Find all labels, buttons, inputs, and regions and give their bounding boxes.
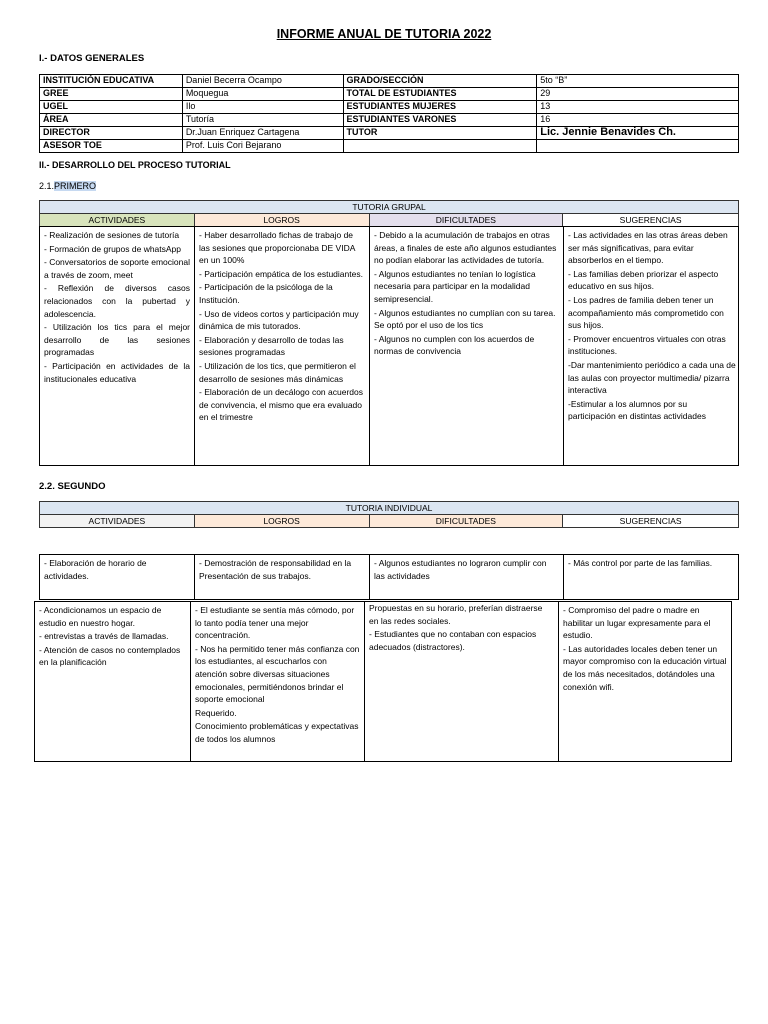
datos-label: ESTUDIANTES MUJERES — [343, 101, 537, 114]
tutoria-grupal-header — [39, 200, 739, 227]
list-item: - Estudiantes que no contaban con espacios adecuados (distractores). — [369, 629, 537, 652]
individual-header-dificultades: DIFICULTADES — [369, 515, 563, 528]
datos-value — [537, 140, 739, 153]
datos-label: TUTOR — [343, 127, 537, 140]
datos-value: 29 — [537, 88, 739, 101]
grupal-sugerencias-cell — [564, 227, 740, 465]
report-title-text: INFORME ANUAL DE TUTORIA 2022 — [276, 27, 492, 41]
individual-header-logros: LOGROS — [194, 515, 369, 528]
list-item: - Debido a la acumulación de trabajos en otras áreas, a finales de este año algunos estudiantes no podían elaborar las actividades de tutoría. — [374, 230, 557, 266]
subsection-primero-number: 2.1. — [39, 181, 55, 191]
list-item: - Participación de la psicóloga de la Institución. — [199, 282, 333, 305]
grupal-actividades-cell — [40, 227, 195, 465]
list-item: - Algunos estudiantes no tenían lo logística necesaria para participar en la modalidad semipresencial. — [374, 268, 536, 304]
individual-row1-dificultades — [370, 555, 564, 599]
tutoria-grupal-band: TUTORIA GRUPAL — [40, 201, 739, 214]
grupal-dificultades-cell — [370, 227, 564, 465]
list-item: - Las actividades en las otras áreas deben ser más significativas, para evitar absorberlos en el tiempo. — [568, 230, 728, 266]
list-item: -Dar mantenimiento periódico a cada una de las aulas con proyector multimedia/ pizarra interactiva — [568, 359, 736, 396]
list-item: - Conversatorios de soporte emocional a través de zoom, meet — [44, 257, 190, 280]
datos-value: Prof. Luis Cori Bejarano — [182, 140, 343, 153]
list-item: - Nos ha permitido tener más confianza con los estudiantes, al escucharlos con atención sobre diversas situaciones emocionales, permitiéndonos brindar el soporte emocional — [195, 643, 360, 705]
list-item: - Haber desarrollado fichas de trabajo de las sesiones que proporcionaba DE VIDA en un 100% — [199, 230, 355, 266]
list-item: - Elaboración y desarrollo de todas las sesiones programadas — [199, 334, 344, 358]
report-title — [0, 27, 768, 41]
datos-label: ASESOR TOE — [40, 140, 183, 153]
datos-label: DIRECTOR — [40, 127, 183, 140]
list-item: - Las autoridades locales deben tener un mayor compromiso con la educación virtual de los más necesitados, dotándoles una conexión wifi. — [563, 643, 727, 692]
list-item: Requerido. — [195, 707, 237, 718]
datos-label: ÁREA — [40, 114, 183, 127]
list-item: - Algunos estudiantes no cumplían con su tarea. Se optó por el uso de los tics — [374, 307, 556, 331]
subsection-primero-label: PRIMERO — [54, 181, 97, 191]
section-desarrollo: II.- DESARROLLO DEL PROCESO TUTORIAL — [39, 160, 231, 170]
list-item: Propuestas en su horario, preferían distraerse en las redes sociales. — [369, 603, 543, 626]
individual-row1-logros-text: - Demostración de responsabilidad en la Presentación de sus trabajos. — [199, 558, 352, 581]
individual-header-actividades: ACTIVIDADES — [40, 515, 195, 528]
list-item: - Compromiso del padre o madre en habilitar un lugar expresamente para el estudio. — [563, 605, 711, 641]
datos-generales-table — [39, 74, 739, 153]
datos-value: Moquegua — [182, 88, 343, 101]
datos-value: 13 — [537, 101, 739, 114]
datos-label: TOTAL DE ESTUDIANTES — [343, 88, 537, 101]
tutoria-individual-band: TUTORIA INDIVIDUAL — [40, 502, 739, 515]
datos-row — [40, 101, 739, 114]
datos-value: Ilo — [182, 101, 343, 114]
datos-label: UGEL — [40, 101, 183, 114]
datos-value: 5to “B” — [537, 75, 739, 88]
list-item: Conocimiento problemáticas y expectativas de todos los alumnos — [195, 721, 359, 744]
datos-label: ESTUDIANTES VARONES — [343, 114, 537, 127]
section-datos-generales: I.- DATOS GENERALES — [39, 53, 145, 64]
list-item: - Acondicionamos un espacio de estudio en nuestro hogar. — [39, 605, 162, 628]
list-item: - entrevistas a través de llamadas. — [39, 631, 169, 642]
list-item: - Atención de casos no contemplados en la planificación — [39, 644, 181, 668]
individual-row2-sugerencias — [559, 602, 733, 761]
datos-value: Dr.Juan Enriquez Cartagena — [182, 127, 343, 140]
list-item: -Estimular a los alumnos por su participación en distintas actividades — [568, 398, 706, 422]
individual-row-1 — [39, 554, 739, 600]
individual-row2-actividades — [35, 602, 191, 761]
datos-value: 16 — [537, 114, 739, 127]
datos-label: GREE — [40, 88, 183, 101]
list-item: - Promover encuentros virtuales con otras instituciones. — [568, 333, 726, 357]
grupal-header-logros: LOGROS — [194, 214, 369, 227]
datos-value: Daniel Becerra Ocampo — [182, 75, 343, 88]
list-item: - Reflexión de diversos casos relacionados con la pubertad y adolescencia. — [44, 283, 190, 319]
grupal-header-actividades: ACTIVIDADES — [40, 214, 195, 227]
individual-header-sugerencias: SUGERENCIAS — [563, 515, 739, 528]
individual-row1-actividades-text: - Elaboración de horario de actividades. — [44, 558, 147, 581]
individual-row1-dificultades-text: - Algunos estudiantes no lograron cumplir con las actividades — [374, 558, 547, 581]
datos-value: Lic. Jennie Benavides Ch. — [537, 127, 739, 140]
datos-label — [343, 140, 537, 153]
tutoria-grupal-body — [39, 226, 739, 466]
list-item: - Realización de sesiones de tutoría — [44, 230, 180, 240]
list-item: - El estudiante se sentía más cómodo, por lo tanto podía tener una mejor concentración. — [195, 605, 355, 641]
grupal-logros-cell — [195, 227, 370, 465]
list-item: - Utilización de los tics, que permitieron el desarrollo de sesiones más dinámicas — [199, 360, 356, 384]
subsection-segundo: 2.2. SEGUNDO — [39, 481, 106, 492]
individual-row1-sugerencias-text: - Más control por parte de las familias. — [568, 558, 713, 568]
datos-row — [40, 127, 739, 140]
grupal-header-dificultades: DIFICULTADES — [369, 214, 563, 227]
individual-row1-sugerencias — [564, 555, 740, 599]
list-item: - Algunos no cumplen con los acuerdos de normas de convivencia — [374, 333, 535, 357]
datos-label: GRADO/SECCIÓN — [343, 75, 537, 88]
individual-row1-logros — [195, 555, 370, 599]
datos-value: Tutoría — [182, 114, 343, 127]
datos-row — [40, 114, 739, 127]
list-item: - Uso de videos cortos y participación muy dinámica de mis tutorados. — [199, 308, 359, 332]
list-item: - Formación de grupos de whatsApp — [44, 243, 182, 254]
list-item: - Participación empática de los estudiantes. — [199, 268, 363, 279]
subsection-primero — [39, 181, 96, 191]
datos-row — [40, 140, 739, 153]
grupal-header-sugerencias: SUGERENCIAS — [563, 214, 739, 227]
individual-row2-logros — [191, 602, 365, 761]
tutoria-individual-header — [39, 501, 739, 528]
datos-row — [40, 75, 739, 88]
individual-row1-actividades — [40, 555, 195, 599]
individual-row-2 — [34, 601, 732, 762]
list-item: - Los padres de familia deben tener un acompañamiento más comprometido con sus hijos. — [568, 294, 724, 331]
datos-label: INSTITUCIÓN EDUCATIVA — [40, 75, 183, 88]
individual-row2-dificultades — [365, 602, 559, 761]
list-item: - Elaboración de un decálogo con acuerdos de convivencia, el mismo que era evaluado en el trimestre — [199, 387, 363, 423]
datos-row — [40, 88, 739, 101]
list-item: - Las familias deben priorizar el aspecto educativo en sus hijos. — [568, 268, 719, 292]
list-item: - Participación en actividades de la institucionales educativa — [44, 360, 190, 384]
list-item: - Utilización los tics para el mejor desarrollo de las sesiones programadas — [44, 322, 190, 358]
